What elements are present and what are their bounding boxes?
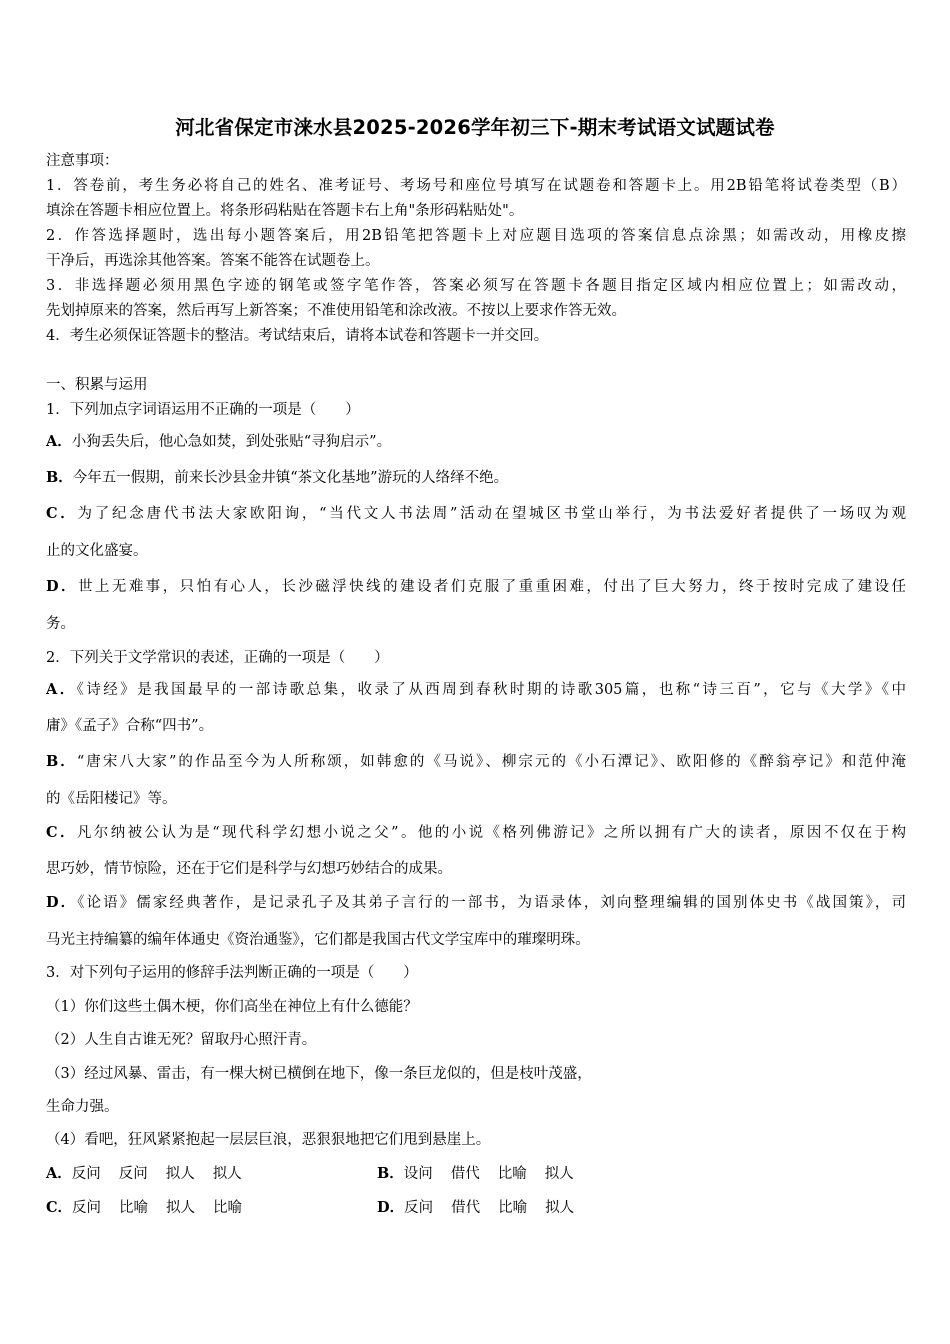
q3-sentence-4: （4）看吧，狂风紧紧抱起一层层巨浪，恶狠狠地把它们甩到悬崖上。 — [46, 1132, 491, 1148]
q3-option-a — [46, 1164, 260, 1184]
option-label: A． — [46, 433, 72, 450]
q2-option-b — [46, 752, 906, 772]
question-3-stem: 3．对下列句子运用的修辞手法判断正确的一项是（ ） — [46, 965, 418, 981]
option-word: 比喻 — [498, 1200, 528, 1216]
option-word: 比喻 — [497, 1166, 527, 1182]
option-label: D． — [46, 578, 78, 595]
option-word: 借代 — [450, 1166, 480, 1182]
option-word: 设问 — [403, 1166, 433, 1182]
option-word: 比喻 — [213, 1200, 243, 1216]
notice-line: 3．非选择题必须用黑色字迹的钢笔或签字笔作答，答案必须写在答题卡各题目指定区域内相应位置上；如需改动， — [46, 278, 906, 294]
q2-option-c — [46, 823, 906, 843]
option-word: 拟人 — [165, 1166, 195, 1182]
q2-option-a-cont: 庸》《孟子》合称“四书”。 — [46, 718, 214, 734]
q3-sentence-2: （2）人生自古谁无死？留取丹心照汗青。 — [46, 1032, 317, 1048]
option-label: B． — [377, 1165, 404, 1182]
option-word: 比喻 — [119, 1200, 149, 1216]
option-text: 《诗经》是我国最早的一部诗歌总集，收录了从西周到春秋时期的诗歌305篇，也称“诗三百”，它与《大学》《中 — [76, 682, 906, 698]
q1-option-b — [46, 468, 508, 488]
option-word: 反问 — [118, 1166, 148, 1182]
notice-line: 1．答卷前，考生务必将自己的姓名、准考证号、考场号和座位号填写在试题卷和答题卡上。用2B铅笔将试卷类型（B） — [46, 178, 906, 194]
q2-option-c-cont: 思巧妙，情节惊险，还在于它们是科学与幻想巧妙结合的成果。 — [46, 861, 452, 877]
q1-option-d — [46, 577, 906, 597]
q2-option-b-cont: 的《岳阳楼记》等。 — [46, 791, 177, 807]
option-text: 今年五一假期，前来长沙县金井镇“茶文化基地”游玩的人络绎不绝。 — [72, 470, 509, 486]
q3-sentence-3-cont: 生命力强。 — [46, 1099, 119, 1115]
option-word: 反问 — [404, 1200, 434, 1216]
question-1-stem: 1．下列加点字词语运用不正确的一项是（ ） — [46, 402, 360, 418]
notice-line: 填涂在答题卡相应位置上。将条形码粘贴在答题卡右上角"条形码粘贴处"。 — [46, 203, 524, 219]
option-text: 世上无难事，只怕有心人，长沙磁浮快线的建设者们克服了重重困难，付出了巨大努力，终于按时完成了建设任 — [77, 579, 906, 595]
notice-line: 2．作答选择题时，选出每小题答案后，用2B铅笔把答题卡上对应题目选项的答案信息点涂黑；如需改动，用橡皮擦 — [46, 228, 906, 244]
option-label: A． — [46, 681, 77, 698]
notice-line: 4．考生必须保证答题卡的整洁。考试结束后，请将本试卷和答题卡一并交回。 — [46, 328, 549, 344]
option-word: 拟人 — [544, 1166, 574, 1182]
q3-option-d — [377, 1198, 592, 1218]
q1-option-d-cont: 务。 — [46, 616, 75, 632]
option-word: 拟人 — [545, 1200, 575, 1216]
option-text: 为了纪念唐代书法大家欧阳询，“当代文人书法周”活动在望城区书堂山举行，为书法爱好者提供了一场叹为观 — [77, 506, 906, 522]
option-word: 借代 — [451, 1200, 481, 1216]
option-label: A． — [46, 1165, 72, 1182]
q3-option-c — [46, 1198, 260, 1218]
option-label: C． — [46, 824, 77, 841]
q2-option-d — [46, 893, 906, 913]
q2-option-d-cont: 马光主持编纂的编年体通史《资治通鉴》，它们都是我国古代文学宝库中的璀璨明珠。 — [46, 932, 590, 948]
option-label: D． — [377, 1199, 405, 1216]
notice-line: 干净后，再选涂其他答案。答案不能答在试题卷上。 — [46, 253, 380, 269]
exam-title: 河北省保定市涞水县2025-2026学年初三下-期末考试语文试题试卷 — [175, 116, 775, 139]
option-label: C． — [46, 505, 78, 522]
option-word: 拟人 — [212, 1166, 242, 1182]
option-label: B． — [46, 469, 73, 486]
option-text: “唐宋八大家”的作品至今为人所称颂，如韩愈的《马说》、柳宗元的《小石潭记》、欧阳修的《醉翁亭记》和范仲淹 — [76, 754, 906, 770]
q3-option-b — [377, 1164, 592, 1184]
q2-option-a — [46, 680, 906, 700]
q3-sentence-1: （1）你们这些土偶木梗，你们高坐在神位上有什么德能？ — [46, 999, 418, 1015]
option-word: 拟人 — [166, 1200, 196, 1216]
question-2-stem: 2．下列关于文学常识的表述，正确的一项是（ ） — [46, 650, 389, 666]
notice-line: 先划掉原来的答案，然后再写上新答案；不准使用铅笔和涂改液。不按以上要求作答无效。 — [46, 303, 626, 319]
option-label: C． — [46, 1199, 73, 1216]
option-word: 反问 — [71, 1166, 101, 1182]
option-text: 小狗丢失后，他心急如焚，到处张贴“寻狗启示”。 — [71, 434, 392, 450]
notice-heading: 注意事项： — [46, 153, 119, 169]
option-text: 凡尔纳被公认为是“现代科学幻想小说之父”。他的小说《格列佛游记》之所以拥有广大的读者，原因不仅在于构 — [76, 825, 906, 841]
section-heading: 一、积累与运用 — [46, 377, 148, 393]
option-label: B． — [46, 753, 77, 770]
q1-option-a — [46, 432, 391, 452]
option-word: 反问 — [72, 1200, 102, 1216]
q3-sentence-3: （3）经过风暴、雷击，有一棵大树已横倒在地下，像一条巨龙似的，但是枝叶茂盛， — [46, 1066, 592, 1082]
q1-option-c-cont: 止的文化盛宴。 — [46, 543, 148, 559]
option-text: 《论语》儒家经典著作，是记录孔子及其弟子言行的一部书，为语录体，刘向整理编辑的国别体史书《战国策》，司 — [77, 895, 906, 911]
option-label: D． — [46, 894, 78, 911]
q1-option-c — [46, 504, 906, 524]
